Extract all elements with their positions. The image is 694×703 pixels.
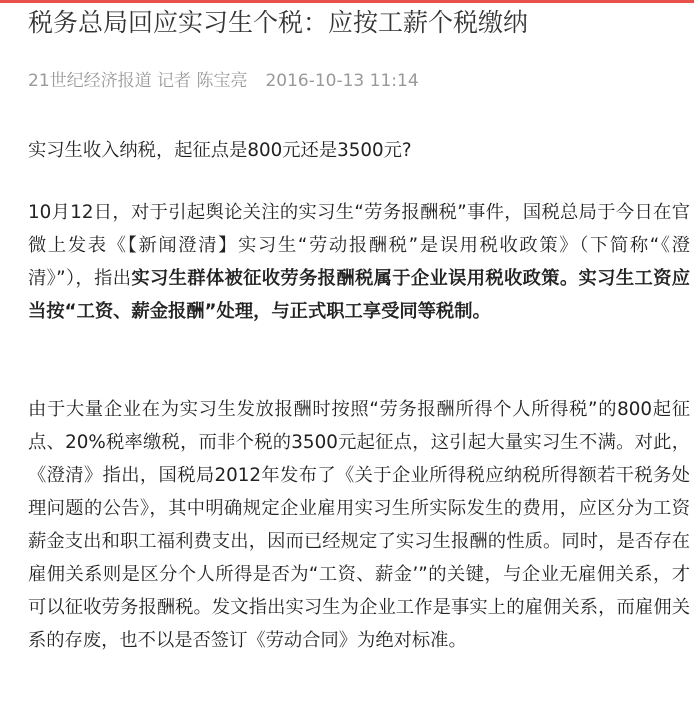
article-title: 税务总局回应实习生个税：应按工薪个税缴纳 (28, 8, 529, 37)
article-date: 2016-10-13 11:14 (265, 71, 419, 91)
paragraph-explanation: 由于大量企业在为实习生发放报酬时按照“劳务报酬所得个人所得税”的800起征点、20%税率缴税，而非个税的3500元起征点，这引起大量实习生不满。对此，《澄清》指出，国税局2012年发布了《关于企业所得税应纳税所得额若干税务处理问题的公告》，其中明确规定企业雇用实习生所实际发生的费用，应区分为工资薪金支出和职工福利费支出，因而已经规定了实习生报酬的性质。同时，是否存在雇佣关系则是区分个人所得是否为“工资、薪金’”的关键，与企业无雇佣关系，才可以征收劳务报酬税。发文指出实习生为企业工作是事实上的雇佣关系，而雇佣关系的存废，也不以是否签订《劳动合同》为绝对标准。 (28, 399, 690, 651)
paragraph-intro: 实习生收入纳税，起征点是800元还是3500元? (28, 140, 412, 161)
article (28, 0, 691, 651)
paragraph-announcement-highlight: 实习生群体被征收劳务报酬税属于企业误用税收政策。实习生工资应当按“工资、薪金报酬”处理，与正式职工享受同等税制。 (28, 268, 691, 322)
paragraph-announcement-text: 10月12日，对于引起舆论关注的实习生“劳务报酬税”事件，国税总局于今日在官微上发表《【新闻澄清】实习生“劳动报酬税”是误用税收政策》（下简称“《澄清》”），指出 (28, 202, 690, 289)
article-meta (28, 70, 690, 92)
article-source: 21世纪经济报道 记者 陈宝亮 (28, 71, 248, 91)
paragraph-announcement (28, 196, 690, 328)
